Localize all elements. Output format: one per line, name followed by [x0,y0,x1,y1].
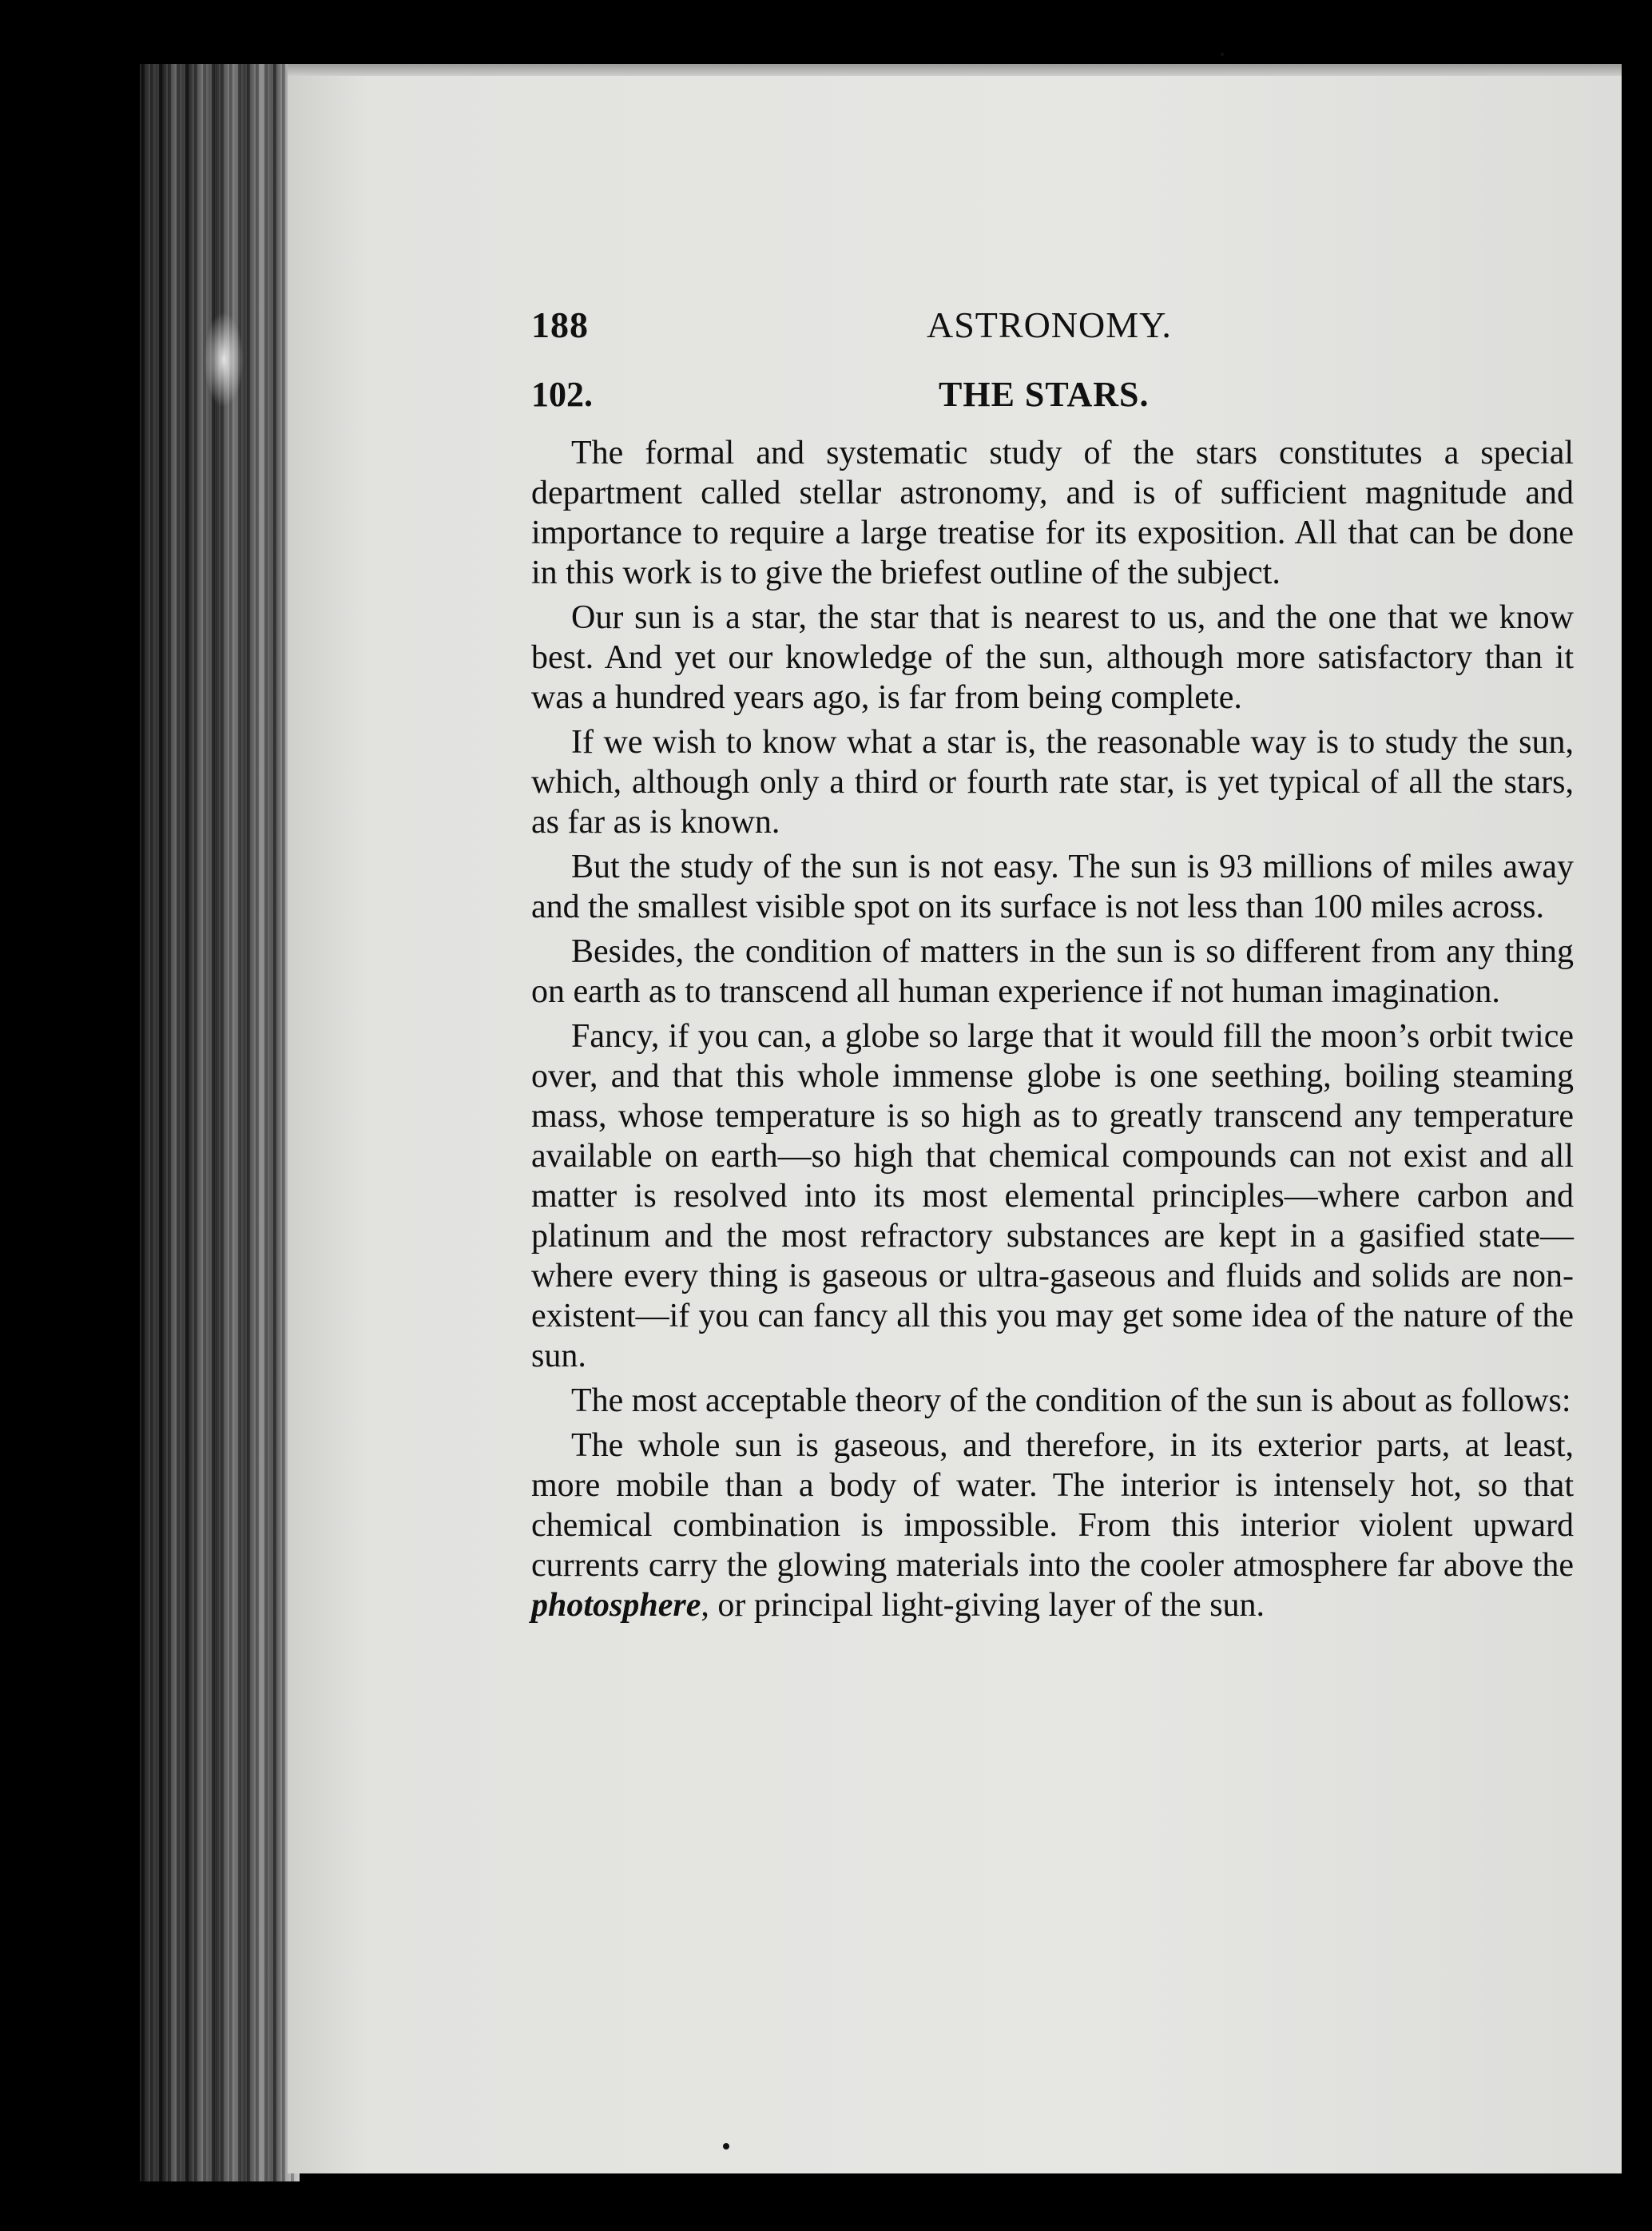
paragraph: But the study of the sun is not easy. The sun is 93 millions of miles away and the smallest visible spot on its surface is not less than 100 miles across. [531,849,1574,925]
paragraph: Besides, the condition of matters in the sun is so different from any thing on earth as to transcend all human experience if not human imagination. [531,933,1574,1010]
paragraph: If we wish to know what a star is, the reasonable way is to study the sun, which, although only a third or fourth rate star, is yet typical of all the stars, as far as is known. [531,724,1574,841]
paragraph: The formal and systematic study of the stars constitutes a special department called stellar astronomy, and is of sufficient magnitude and importance to require a large treatise for its exposition. All that can be done in this work is to give the briefest outline of the subject. [531,435,1574,591]
page-number: 188 [531,304,589,345]
paragraph: Our sun is a star, the star that is nearest to us, and the one that we know best. And yet our knowledge of the sun, although more satisfactory than it was a hundred years ago, is far from being complete. [531,599,1574,716]
paragraph-text: The whole sun is gaseous, and therefore, in its exterior parts, at least, more mobile than a body of water. The interior is intensely hot, so that chemical combination is impossible. From this interior violent upward currents carry the glowing materials into the cooler atmosphere far above the [531,1427,1574,1584]
section-number: 102. [531,375,593,414]
paragraph-last [531,1426,1574,1625]
section-title: THE STARS. [939,375,1150,414]
section-heading [531,374,1574,433]
paragraph-text: , or principal light-giving layer of the sun. [701,1587,1265,1624]
paragraph: The most acceptable theory of the condition of the sun is about as follows: [571,1382,1571,1419]
ink-speck [723,2143,729,2149]
spine-highlight [204,312,244,408]
ink-speck [1221,53,1224,56]
paragraph: Fancy, if you can, a globe so large that it would fill the moon’s orbit twice over, and that this whole immense globe is one seething, boiling steaming mass, whose temperature is so high as to greatly transcend any temperature available on earth—so high that chemical compounds can not exist and all matter is resolved into its most elemental principles—where carbon and platinum and the most refractory substances are kept in a gasified state—where every thing is gaseous or ultra-gaseous and fluids and solids are non-existent—if you can fancy all this you may get some idea of the nature of the sun. [531,1018,1574,1374]
running-title: ASTRONOMY. [927,304,1172,345]
running-head [531,304,1574,360]
italic-term: photosphere [531,1587,701,1624]
page-text-block [531,304,1574,1630]
